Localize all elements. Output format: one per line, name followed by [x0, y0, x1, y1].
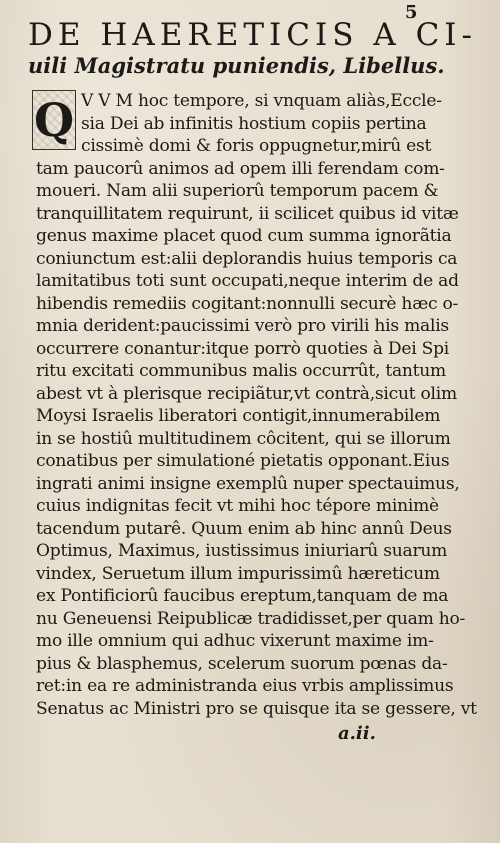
body-line: cissimè domi & foris oppugnetur,mirû est	[81, 136, 432, 156]
body-line: Optimus, Maximus, iustissimus iniuriarû suarum	[36, 541, 448, 561]
body-line: ingrati animi insigne exemplû nuper spectauimus,	[36, 473, 460, 494]
body-line: tranquillitatem requirunt, ii scilicet quibus id vitæ	[36, 203, 459, 224]
body-line: conatibus per simulationé pietatis opponant.Eius	[36, 451, 450, 471]
body-line: nu Geneuensi Reipublicæ tradidisset,per quam ho-	[36, 608, 466, 629]
body-line: tam paucorû animos ad opem illi ferendam com-	[36, 158, 445, 179]
title-line-2: uili Magistratu puniendis, Libellus.	[28, 53, 445, 78]
body-line: vindex, Seruetum illum impurissimû hæreticum	[36, 563, 440, 584]
title-line-1: DE HAERETICIS A CI-	[28, 17, 478, 53]
body-line: V V M hoc tempore, si vnquam aliàs,Eccle-	[81, 91, 442, 111]
body-line: ret:in ea re administranda eius vrbis amplissimus	[36, 676, 454, 696]
body-line: Moysi Israelis liberatori contigit,innumerabilem	[36, 406, 441, 426]
body-line: coniunctum est:alii deplorandis huius temporis ca	[36, 248, 458, 269]
body-line: cuius indignitas fecit vt mihi hoc tépore minimè	[36, 496, 439, 516]
body-line: pius & blasphemus, scelerum suorum pœnas da-	[36, 653, 448, 674]
body-line: mo ille omnium qui adhuc vixerunt maxime im-	[36, 631, 434, 651]
ornamental-initial-q: Q	[32, 90, 76, 150]
body-line: tacendum putarê. Quum enim ab hinc annû Deus	[36, 518, 452, 539]
body-line: occurrere conantur:itque porrò quoties à Dei Spi	[36, 338, 450, 359]
body-line: ex Pontificiorû faucibus ereptum,tanquam de ma	[36, 586, 449, 606]
body-line: abest vt à plerisque recipiãtur,vt contrà,sicut olim	[36, 383, 457, 404]
title-block	[28, 17, 478, 80]
body-line: in se hostiû multitudinem côcitent, qui se illorum	[36, 428, 451, 449]
signature-mark: a.ii.	[338, 723, 376, 744]
body-line: ritu excitati communibus malis occurrût, tantum	[36, 361, 446, 381]
body-lines	[36, 90, 477, 720]
body-line: genus maxime placet quod cum summa ignorãtia	[36, 226, 452, 246]
body-line: mnia derident:paucissimi verò pro virili his malis	[36, 316, 449, 336]
page-number: 5	[404, 2, 418, 23]
body-line: sia Dei ab infinitis hostium copiis pertina	[81, 113, 427, 134]
body-line: lamitatibus toti sunt occupati,neque interim de ad	[36, 271, 459, 291]
body-line: Senatus ac Ministri pro se quisque ita se gessere, vt	[36, 698, 477, 719]
body-text-block	[33, 90, 477, 720]
body-line: moueri. Nam alii superiorû temporum pacem &	[36, 181, 439, 201]
body-line: hibendis remediis cogitant:nonnulli securè hæc o-	[36, 293, 459, 314]
